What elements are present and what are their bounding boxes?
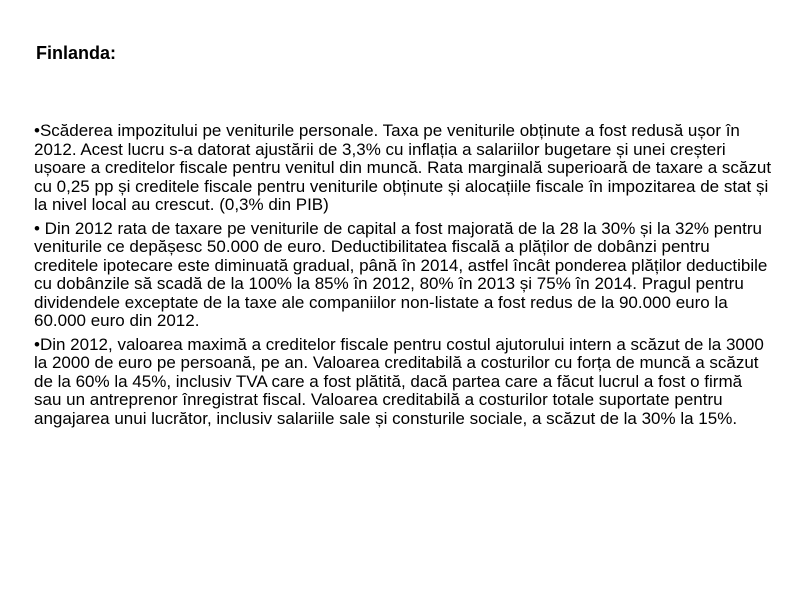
bullet-paragraph-tax-credits: •Din 2012, valoarea maximă a creditelor fiscale pentru costul ajutorului intern a scăzut de la 3000 la 2000 de euro pe persoană, pe an. Valoarea creditabilă a costurilor cu forța de muncă a scăzut de la 60% la 45%, inclusiv TVA care a fost plătită, dacă partea care a făcut lucrul a fost o firmă sau un antreprenor înregistrat fiscal. Valoarea creditabilă a costurilor totale suportate pentru angajarea unui lucrător, inclusiv salariile sale și consturile sociale, a scăzut de la 30% la 15%. [34,334,764,428]
bullet-paragraph-capital-tax: • Din 2012 rata de taxare pe veniturile de capital a fost majorată de la 28 la 30% și la 32% pentru veniturile ce depășesc 50.000 de euro. Deductibilitatea fiscală a plăților de dobânzi pentru creditele ipotecare este diminuată gradual, până în 2014, astfel încât ponderea plăților deductibile cu dobânzile să scadă de la 100% la 85% în 2012, 80% în 2013 și 75% în 2014. Pragul pentru dividendele exceptate de la taxe ale companiilor non-listate a fost redus de la 90.000 euro la 60.000 euro din 2012. [34,218,768,330]
bullet-paragraph-income-tax: •Scăderea impozitului pe veniturile personale. Taxa pe veniturile obținute a fost redusă ușor în 2012. Acest lucru s-a datorat ajustării de 3,3% cu inflația a salariilor bugetare și unei creșteri ușoare a creditelor fiscale pentru venitul din muncă. Rata marginală superioară de taxare a scăzut cu 0,25 pp și creditele fiscale pentru veniturile obținute și alocațiile fiscale în impozitarea de stat și la nivel local au crescut. (0,3% din PIB) [34,121,772,214]
slide-title: Finlanda: [36,43,116,63]
slide-body [34,122,772,433]
